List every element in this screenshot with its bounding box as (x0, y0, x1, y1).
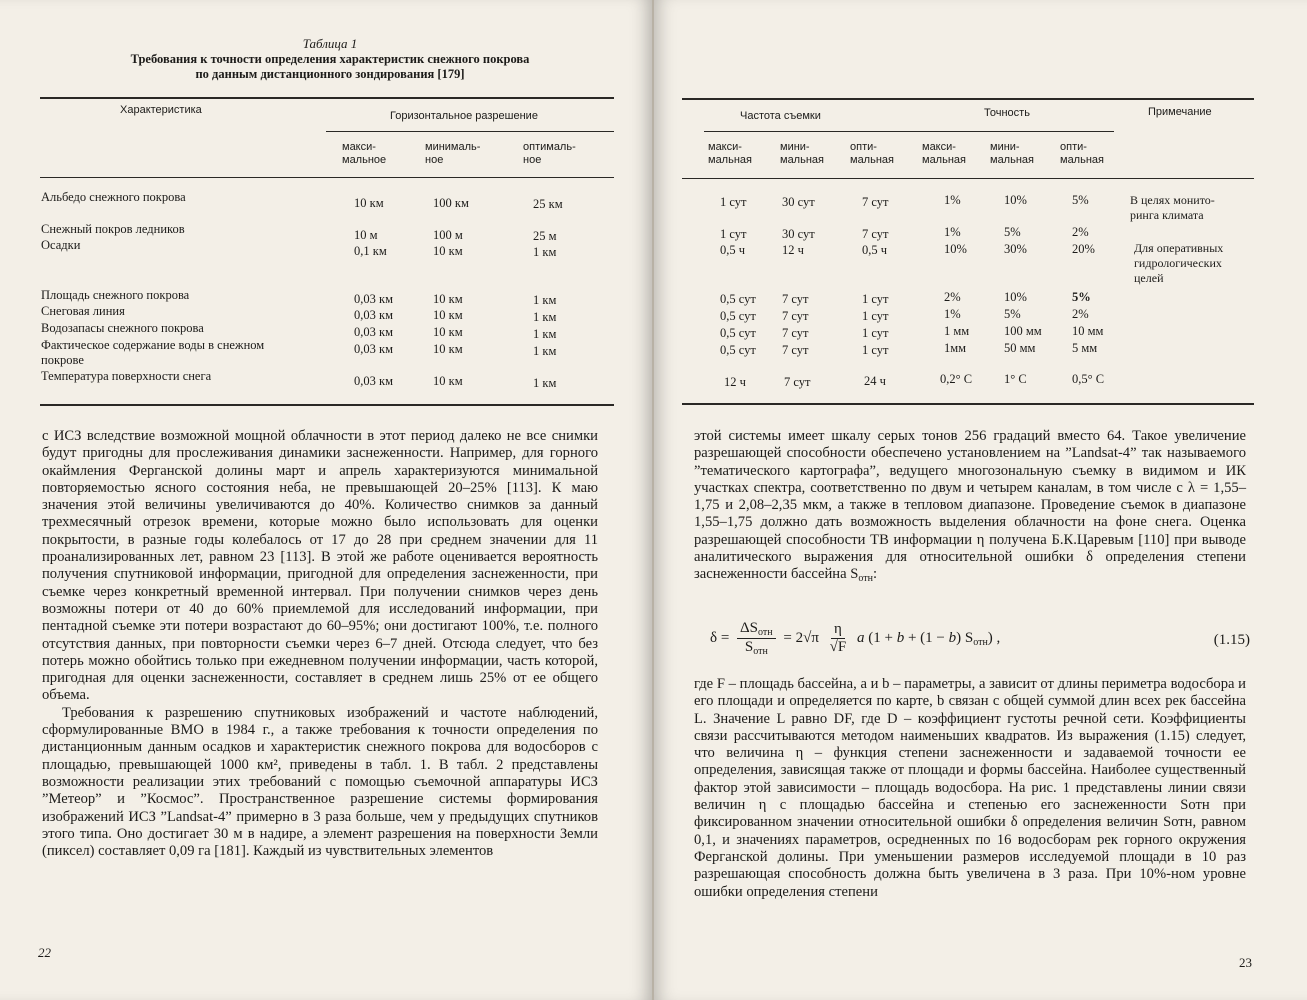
left-page (0, 0, 652, 1000)
cell: 2% (1072, 307, 1089, 321)
cell: 10% (944, 242, 967, 256)
cell: 1% (944, 193, 961, 207)
right-page (654, 0, 1307, 1000)
cell: 0,5° С (1072, 372, 1105, 386)
cell: 1 сут (862, 309, 889, 323)
table-bottom-rule (682, 403, 1254, 405)
cell: 10% (1004, 193, 1027, 207)
row-name: Температура поверхности снега (41, 369, 212, 383)
cell-min: 10 км (433, 342, 463, 356)
cell-opt: 1 км (533, 245, 557, 259)
cell: 10 мм (1072, 324, 1104, 338)
formula-1-15: δ = $\frac{\Delta S_{отн}}{S_{отн}}$ = 2√π $\frac{\eta}{√F}$ a (1 + b + (1 − b) $S_{отн}$) , (1.15) (710, 620, 1250, 657)
cell: 30 сут (782, 227, 815, 241)
cell-max: 0,03 км (354, 325, 393, 339)
row-name: Площадь снежного покрова (41, 288, 190, 302)
cell: 20% (1072, 242, 1095, 256)
cell: 30 сут (782, 195, 815, 209)
row-name: Осадки (41, 238, 81, 252)
subheader-min: минималь- ное (425, 141, 481, 166)
left-body-text (42, 428, 598, 860)
cell: 10% (1004, 290, 1027, 304)
cell-max: 10 м (354, 228, 378, 242)
header-mid-rule (326, 131, 614, 132)
cell: 1% (944, 225, 961, 239)
note-hydrology: Для оперативных гидрологических целей (1134, 241, 1224, 285)
cell: 7 сут (782, 326, 809, 340)
cell-opt: 25 км (533, 197, 563, 211)
cell: 12 ч (724, 375, 746, 389)
cell: 5% (1072, 290, 1091, 304)
cell: 100 мм (1004, 324, 1042, 338)
subheader: опти- мальная (1060, 141, 1104, 166)
row-name: Снежный покров ледников (41, 222, 185, 236)
cell-min: 10 км (433, 292, 463, 306)
header-bottom-rule (682, 178, 1254, 179)
cell: 0,5 сут (720, 309, 756, 323)
cell-min: 10 км (433, 308, 463, 322)
cell: 5% (1004, 307, 1021, 321)
col-header-horizontal-resolution: Горизонтальное разрешение (390, 110, 538, 122)
cell-max: 0,03 км (354, 308, 393, 322)
cell: 0,5 ч (720, 243, 746, 257)
cell: 1мм (944, 341, 967, 355)
cell: 1° С (1004, 372, 1027, 386)
paragraph: Требования к разрешению спутниковых изображений и частоте наблюдений, сформулированные ВМО в 1984 г., а также требования к точности определения по дистанционным данным осадков и характеристик снежного покрова для водосборов с площадью, превышающей 1000 км², приведены в табл. 1. В табл. 2 представлены возможности реализации этих требований с помощью съемочной аппаратуры ИСЗ ”Метеор” и ”Космос”. Пространственное разрешение системы формирования изображений ИСЗ ”Landsat-4” примерно в 3 раза больше, чем у предыдущих спутников этого типа. Оно достигает 30 м в надире, а элемент разрешения на поверхности Земли (пиксел) составляет 0,09 га [181]. Каждый из чувствительных элементов (42, 704, 598, 860)
cell-opt: 1 км (533, 327, 557, 341)
col-header-characteristic: Характеристика (120, 104, 202, 116)
col-header-frequency: Частота съемки (740, 110, 821, 122)
cell-opt: 1 км (533, 310, 557, 324)
paragraph: где F – площадь бассейна, a и b – параметры, a зависит от длины периметра водосбора и его площади и определяется по карте, b связан с общей суммой длин всех рек бассейна L. Значение L равно DF, где D – коэффициент густоты речной сети. Коэффициенты связи рассчитываются методом наименьших квадратов. Из выражения (1.15) следует, что величина η – функция степени заснеженности и задаваемой точности ее определения, зависящая также от площади и формы бассейна. Наиболее существенный фактор этой зависимости – площадь водосбора. На рис. 1 представлены линии связи величин η с площадью бассейна и степенью его заснеженности Sотн при фиксированном значении относительной ошибки δ определения величин Sотн, равном 0,1, и значениях параметров, осредненных по 16 водосборам рек горного окружения Ферганской долины. При уменьшении размеров исследуемой площади в 10 раз разрешающая способность должна быть увеличена в 3 раза. При 10%-ном уровне ошибки определения степени (694, 676, 1246, 900)
row-name-cont: покрове (41, 353, 84, 367)
row-name: Водозапасы снежного покрова (41, 321, 204, 335)
header-mid-rule (704, 131, 1114, 132)
right-body-text-bottom (694, 676, 1246, 901)
table-title-line1: Требования к точности определения характеристик снежного покрова (130, 52, 530, 66)
cell: 1 сут (862, 343, 889, 357)
cell: 50 мм (1004, 341, 1036, 355)
cell: 0,2° С (940, 372, 973, 386)
subheader: макси- мальная (708, 141, 752, 166)
paragraph: этой системы имеет шкалу серых тонов 256 градаций вместо 64. Такое увеличение разрешающей способности обеспечено установлением на ”Landsat-4” так называемого ”тематического картографа”, ведущего многозональную съемку в видимом и ИК участках спектра, соответственно по двум и четырем каналам, в том числе с λ = 1,55–1,75 и 2,08–2,35 мкм, а также в тепловом диапазоне. Проведение съемок в диапазоне 1,55–1,75 должно дать возможность выделения облачности на фоне снега. Оценка разрешающей способности ТВ информации η получена Б.К.Царевым [110] при выводе аналитического выражения для относительной ошибки δ определения степени заснеженности бассейна $S_{отн}$: (694, 428, 1246, 585)
right-body-text-top (694, 428, 1246, 588)
cell-opt: 1 км (533, 344, 557, 358)
cell: 5% (1072, 193, 1089, 207)
cell-min: 10 км (433, 325, 463, 339)
formula-number: (1.15) (1213, 632, 1250, 648)
cell-min: 10 км (433, 374, 463, 388)
table-top-rule (682, 98, 1254, 100)
row-name: Альбедо снежного покрова (41, 190, 186, 204)
row-name: Снеговая линия (41, 304, 125, 318)
cell-max: 0,1 км (354, 244, 387, 258)
cell-opt: 25 м (533, 229, 557, 243)
subheader-max: макси- мальное (342, 141, 387, 166)
cell: 30% (1004, 242, 1027, 256)
cell: 12 ч (782, 243, 804, 257)
cell: 1 сут (720, 195, 747, 209)
cell-min: 10 км (433, 244, 463, 258)
cell: 1 мм (944, 324, 970, 338)
cell: 5 мм (1072, 341, 1098, 355)
table-number: Таблица 1 (302, 36, 358, 51)
cell: 24 ч (864, 374, 886, 388)
cell: 2% (1072, 225, 1089, 239)
cell-min: 100 м (433, 228, 463, 242)
subheader: опти- мальная (850, 141, 894, 166)
cell: 5% (1004, 225, 1021, 239)
table-title-line2: по данным дистанционного зондирования [179] (195, 67, 465, 81)
cell: 1 сут (862, 326, 889, 340)
cell: 0,5 ч (862, 243, 888, 257)
table-bottom-rule (40, 404, 614, 406)
table-caption (40, 36, 620, 82)
cell: 1 сут (862, 292, 889, 306)
cell: 7 сут (782, 309, 809, 323)
note-climate: В целях монито- ринга климата (1130, 193, 1215, 222)
cell-opt: 1 км (533, 376, 557, 390)
subheader: мини- мальная (780, 141, 824, 166)
cell-max: 0,03 км (354, 374, 393, 388)
cell: 7 сут (784, 375, 811, 389)
cell: 0,5 сут (720, 343, 756, 357)
page-number: 23 (1239, 955, 1252, 970)
cell: 0,5 сут (720, 292, 756, 306)
subheader-opt: оптималь- ное (523, 141, 576, 166)
cell: 7 сут (862, 227, 889, 241)
col-header-accuracy: Точность (984, 107, 1030, 119)
page-number: 22 (38, 945, 51, 960)
cell: 0,5 сут (720, 326, 756, 340)
cell: 7 сут (782, 292, 809, 306)
subheader: мини- мальная (990, 141, 1034, 166)
cell-min: 100 км (433, 196, 469, 210)
cell-max: 0,03 км (354, 342, 393, 356)
cell-max: 0,03 км (354, 292, 393, 306)
cell-max: 10 км (354, 196, 384, 210)
col-header-note: Примечание (1148, 106, 1212, 118)
cell: 7 сут (782, 343, 809, 357)
row-name: Фактическое содержание воды в снежном (41, 338, 265, 352)
subheader: макси- мальная (922, 141, 966, 166)
paragraph: с ИСЗ вследствие возможной мощной облачности в этот период далеко не все снимки будут пригодны для прослеживания динамики заснеженности. Например, для горного окаймления Ферганской долины март и апрель характеризуются минимальной повторяемостью ясного состояния неба, не превышающей 20–25% [113]. К маю значения этой величины увеличиваются до 40%. Количество снимков за данный трехмесячный отрезок времени, которые можно было использовать для оценки покрытости, в разные годы колебалось от 17 до 28 при среднем значении для 11 проанализированных лет, равном 23 [113]. В этой же работе оценивается вероятность получения спутниковой информации, пригодной для определения заснеженности, при съемке через конкретный временной интервал. При получении снимков через день возможны потери от 40 до 60% приемлемой для исследований информации, при пентадной съемке эти потери возрастают до 60–95%; они достигают 100%, т.е. полного отсутствия данных, при повторности съемки через 6–7 дней. Отсюда следует, что без потерь можно обойтись только при ежедневном получении информации, часть которой, пригодная для оценки заснеженности, составляет в среднем лишь 25% от ее общего объема. (42, 428, 598, 704)
cell-opt: 1 км (533, 293, 557, 307)
header-bottom-rule (40, 177, 614, 178)
cell: 1 сут (720, 227, 747, 241)
cell: 1% (944, 307, 961, 321)
cell: 7 сут (862, 195, 889, 209)
cell: 2% (944, 290, 961, 304)
table-top-rule (40, 97, 614, 99)
